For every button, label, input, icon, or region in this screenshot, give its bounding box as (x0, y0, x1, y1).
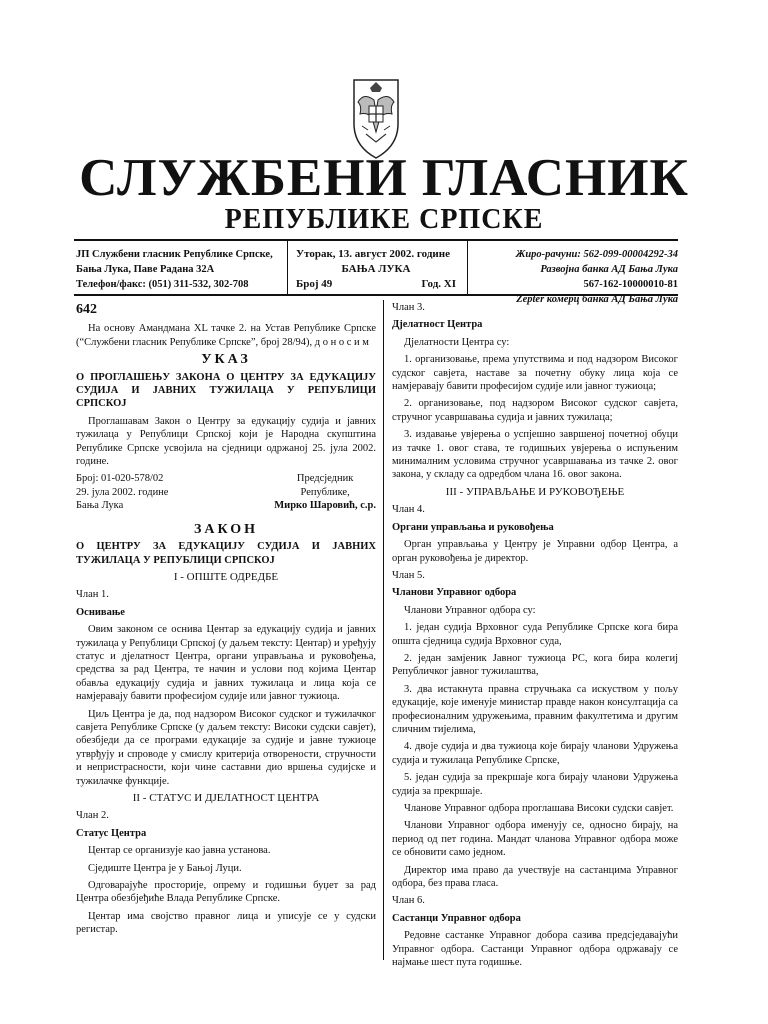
article-2-paragraph-4: Центар има својство правног лица и уписује се у судски регистар. (76, 910, 376, 936)
article-6-paragraph-1: Редовне састанке Управног добора сазива предсједавајући Управног одбора. Састанци Управног одбора одржавају се најмање шест пута годишње. (392, 930, 678, 969)
article-3-item: 2. организовање, под надзором Високог судског савјета, стручног усавршавања судија и јавних тужилаца; (392, 398, 678, 423)
act-number: 642 (76, 302, 97, 317)
article-number-2: Члан 2. (76, 810, 109, 822)
column-divider (383, 300, 384, 960)
gazette-title: СЛУЖБЕНИ ГЛАСНИК (79, 149, 689, 207)
article-title-6: Састанци Управног одбора (392, 912, 521, 924)
signature-role-1: Предсједник (296, 473, 354, 485)
article-title-5: Чланови Управног одбора (392, 587, 517, 599)
signature-reference: Број: 01-020-578/02 (76, 473, 164, 485)
signature-role-2: Републике, (300, 486, 350, 498)
article-title-2: Статус Центра (76, 827, 147, 839)
article-2-paragraph-3: Одговарајуће просторије, опрему и годишњи буџет за рад Центра обезбјеђиће Влада Републике Српске. (76, 880, 376, 905)
article-3-item: 3. издавање увјерења о успјешно завршеној почетној обуци из тачке 1. овог става, те годишњих увјерења о испуњеним минималним условима стручног усавршавања из тачке 2. овог закона, у складу са одредбом члана 16. овог закона. (392, 429, 678, 481)
article-2-paragraph-2: Сједиште Центра је у Бањој Луци. (88, 862, 242, 874)
article-2-paragraph-1: Центар се организује као јавна установа. (88, 845, 271, 857)
ukaz-text: Проглашавам Закон о Центру за едукацију судија и јавних тужилаца у Републици Српској који је Народна скупштина Републике Српске усвојила на сједници одржаној 25. јула 2002. године. (76, 415, 376, 468)
article-title-3: Дјелатност Центра (392, 319, 483, 331)
issue-date: Уторак, 13. август 2002. године (296, 248, 450, 260)
issue-city: БАЊА ЛУКА (341, 263, 411, 275)
signature-block (76, 472, 376, 512)
article-number-6: Члан 6. (392, 895, 425, 907)
gazette-subtitle: РЕПУБЛИКЕ СРПСКЕ (224, 204, 544, 235)
law-title: О ЦЕНТРУ ЗА ЕДУКАЦИЈУ СУДИЈА И ЈАВНИХ ТУЖИЛАЦА У РЕПУБЛИЦИ СРПСКОЈ (76, 541, 376, 566)
issue-year: Год. XI (421, 278, 456, 290)
section-heading-2: II - СТАТУС И ДЈЕЛАТНОСТ ЦЕНТРА (132, 792, 320, 804)
section-heading-3: III - УПРАВЉАЊЕ И РУКОВОЂЕЊЕ (445, 485, 625, 498)
article-title-4: Органи управљања и руковођења (392, 521, 554, 533)
article-5-paragraph-2: Чланове Управног одбора проглашава Високи судски савјет. (404, 803, 674, 814)
article-1-paragraph-1: Овим законом се оснива Центар за едукацију судија и јавних тужилаца у Републици Српској (у даљем тексту: Центар) и уређују статус и дјелатност Центра, органи управљања и руковођења, средства за рад Центра, те начин и услови под којима Центар обавља едукацију судија и јавних тужилаца и лица која се намјеравају бавити професијом судије или јавног тужиоца. (76, 624, 376, 703)
article-5-paragraph-3: Чланови Управног одбора именују се, односно бирају, на период од пет година. Мандат чланова Управног одбора може се обновити само једном. (392, 820, 678, 859)
signature-date: 29. јула 2002. године (76, 486, 169, 498)
article-number-4: Члан 4. (392, 504, 425, 516)
article-3-item: 1. организовање, према упутствима и под надзором Високог судског савјета, наставе за почетну обуку лица која се намјеравају бавити професијом судије или јавног тужиоца; (392, 354, 678, 393)
preamble: На основу Амандмана XL тачке 2. на Устав Републике Српске (“Службени гласник Републике Српске”, број 28/94), д о н о с и м (76, 323, 376, 348)
article-5-paragraph-4: Директор има право да учествује на састанцима Управног одбора, без права гласа. (392, 864, 678, 890)
article-3-intro: Дјелатности Центра су: (404, 336, 510, 348)
bank-accounts: Жиро-рачуни: 562-099-00004292-34 Развојна банка АД Бања Лука 567-162-10000010-81 Zepter комерц банка АД Бања Лука (515, 249, 678, 305)
header-top-rule (74, 239, 678, 241)
signature-name: Мирко Шаровић, с.р. (274, 500, 376, 512)
article-5-item: 2. један замјеник Јавног тужиоца РС, кога бира колегиј Републичког јавног тужилаштва, (392, 652, 678, 678)
signature-place: Бања Лука (76, 500, 124, 512)
header-divider-right (467, 241, 468, 294)
article-1-paragraph-2: Циљ Центра је да, под надзором Високог судског и тужилачког савјета Републике Српске (у даљем тексту: Високи судски савјет), обезбједи да се програми едукације за судије и јавне тужиоце утврђују и спроводе у смислу критерија отворености, стручности и непристрасности, који чине саставни дио вршења судијске и тужилачке функције. (76, 708, 376, 787)
article-5-item: 5. један судија за прекршаје кога бирају чланови Удружења судија за прекршаје. (392, 772, 678, 797)
article-5-item: 4. двоје судија и два тужиоца које бирају чланови Удружења судија и тужилаца Републике Српске, (392, 741, 678, 766)
article-number-1: Члан 1. (76, 589, 109, 601)
article-5-intro: Чланови Управног одбора су: (404, 604, 536, 616)
ukaz-heading: УКАЗ (201, 352, 251, 368)
ukaz-title: О ПРОГЛАШЕЊУ ЗАКОНА О ЦЕНТРУ ЗА ЕДУКАЦИЈУ СУДИЈА И ЈАВНИХ ТУЖИЛАЦА У РЕПУБЛИЦИ СРПСКОЈ (76, 371, 376, 410)
header-divider-left (287, 241, 288, 294)
left-column (76, 303, 376, 941)
issue-number: Број 49 (296, 278, 333, 290)
issue-info (296, 247, 456, 292)
article-5-item: 3. два истакнута правна стручњака са искуством у пољу едукације, које именује министар правде након консултација са професионалним удружењима, правним факултетима и другим сличним тијелима, (392, 683, 678, 735)
article-number-5: Члан 5. (392, 569, 425, 581)
publisher-info: ЈП Службени гласник Републике Српске, Бања Лука, Паве Радана 32А Телефон/факс: (051) 311-532, 302-708 (76, 249, 273, 290)
section-heading-1: I - ОПШТЕ ОДРЕДБЕ (173, 570, 279, 583)
law-heading: ЗАКОН (193, 521, 259, 537)
article-4-paragraph-1: Орган управљања у Центру је Управни одбор Центра, а орган руковођења је директор. (392, 539, 678, 564)
article-title-1: Оснивање (76, 606, 125, 618)
article-5-item: 1. један судија Врховног суда Републике Српске кога бира општа сједница судија Врховног суда, (392, 622, 678, 647)
article-number-3: Члан 3. (392, 302, 425, 313)
right-column (392, 301, 678, 973)
